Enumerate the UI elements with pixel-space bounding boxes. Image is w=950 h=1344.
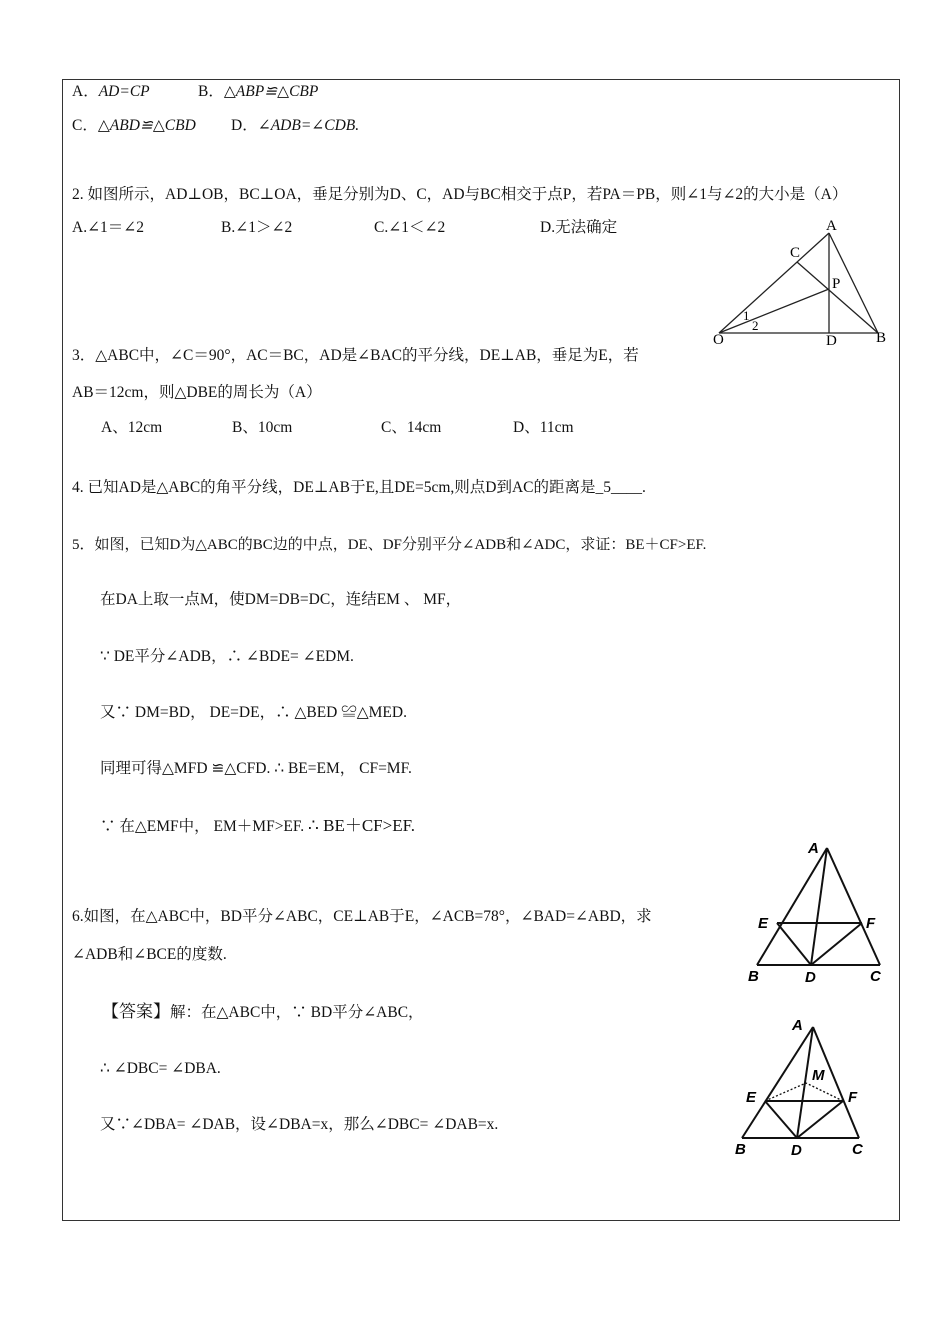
label-d: D	[805, 969, 816, 986]
label-angle-1: 1	[743, 308, 750, 323]
q3-stem-line1: 3．△ABC中，∠C＝90°，AC＝BC，AD是∠BAC的平分线，DE⊥AB，垂足为E，若	[72, 347, 639, 364]
label-e: E	[746, 1089, 757, 1106]
q3-stem-line2: AB＝12cm，则△DBE的周长为（A）	[72, 384, 322, 401]
q1-option-c: C．△ABD≌△CBD	[72, 117, 196, 134]
line-op	[719, 289, 829, 333]
q3-option-b: B、10cm	[232, 419, 293, 436]
q6-stem-line2: ∠ADB和∠BCE的度数.	[72, 946, 227, 963]
q5-line-4: 同理可得△MFD ≌△CFD. ∴ BE=EM， CF=MF.	[100, 760, 412, 777]
label-m: M	[812, 1067, 825, 1084]
q2-option-d: D.无法确定	[540, 219, 618, 236]
q5-line-2: ∵ DE平分∠ADB，∴ ∠BDE= ∠EDM.	[100, 648, 354, 665]
q3-option-a: A、12cm	[101, 419, 163, 436]
label-d: D	[826, 333, 837, 349]
label-a: A	[792, 1017, 803, 1034]
label-f: F	[866, 915, 876, 932]
q2-stem: 2. 如图所示，AD⊥OB，BC⊥OA，垂足分别为D、C，AD与BC相交于点P，若PA＝PB，则∠1与∠2的大小是（A）	[72, 186, 848, 203]
q6-stem-line1: 6.如图，在△ABC中，BD平分∠ABC，CE⊥AB于E，∠ACB=78°，∠BAD=∠ABD，求	[72, 908, 652, 925]
label-p: P	[832, 276, 841, 292]
label-b: B	[735, 1141, 746, 1158]
q6-answer-line1: 【答案】解：在△ABC中，∵ BD平分∠ABC，	[102, 1002, 424, 1021]
q3-option-c: C、14cm	[381, 419, 442, 436]
q5-figure	[740, 836, 890, 986]
q2-option-b: B.∠1＞∠2	[221, 219, 293, 236]
label-c: C	[870, 968, 881, 985]
q5-proof-figure	[730, 1012, 890, 1162]
label-a: A	[826, 218, 837, 234]
q1-option-d: D．∠ADB=∠CDB.	[231, 117, 360, 134]
q5-stem: 5．如图，已知D为△ABC的BC边的中点，DE、DF分别平分∠ADB和∠ADC，求证：BE＋CF>EF.	[72, 537, 707, 553]
label-angle-2: 2	[752, 318, 759, 333]
label-c: C	[852, 1141, 863, 1158]
label-b: B	[876, 330, 887, 346]
q6-answer-line3: 又∵∠DBA= ∠DAB，设∠DBA=x，那么∠DBC= ∠DAB=x.	[100, 1116, 499, 1133]
label-o: O	[713, 332, 724, 348]
label-d: D	[791, 1142, 802, 1159]
line-oa	[719, 233, 829, 333]
q4-stem: 4. 已知AD是△ABC的角平分线，DE⊥AB于E,且DE=5cm,则点D到AC的距离是_5____.	[72, 479, 646, 496]
label-e: E	[758, 915, 769, 932]
answer-tag: 【答案】	[102, 1002, 170, 1021]
q1-option-b: B．△ABP≌△CBP	[198, 83, 319, 100]
q5-conclusion: ∴ BE＋CF>EF.	[308, 816, 415, 835]
q3-option-d: D、11cm	[513, 419, 574, 436]
label-b: B	[748, 968, 759, 985]
q5-line-3: 又∵ DM=BD， DE=DE，∴ △BED ≌△MED.	[100, 704, 407, 721]
q5-line-1: 在DA上取一点M，使DM=DB=DC，连结EM 、 MF，	[100, 591, 462, 608]
label-a: A	[808, 840, 819, 857]
label-f: F	[848, 1089, 858, 1106]
q1-option-a: A．AD=CP	[72, 83, 150, 100]
q2-option-a: A.∠1＝∠2	[72, 219, 145, 236]
q2-option-c: C.∠1＜∠2	[374, 219, 446, 236]
q2-figure	[700, 212, 900, 352]
q5-line-5: ∵ 在△EMF中， EM＋MF>EF. ∴ BE＋CF>EF.	[100, 816, 415, 835]
q6-answer-line2: ∴ ∠DBC= ∠DBA.	[100, 1060, 221, 1077]
label-c: C	[790, 245, 801, 261]
